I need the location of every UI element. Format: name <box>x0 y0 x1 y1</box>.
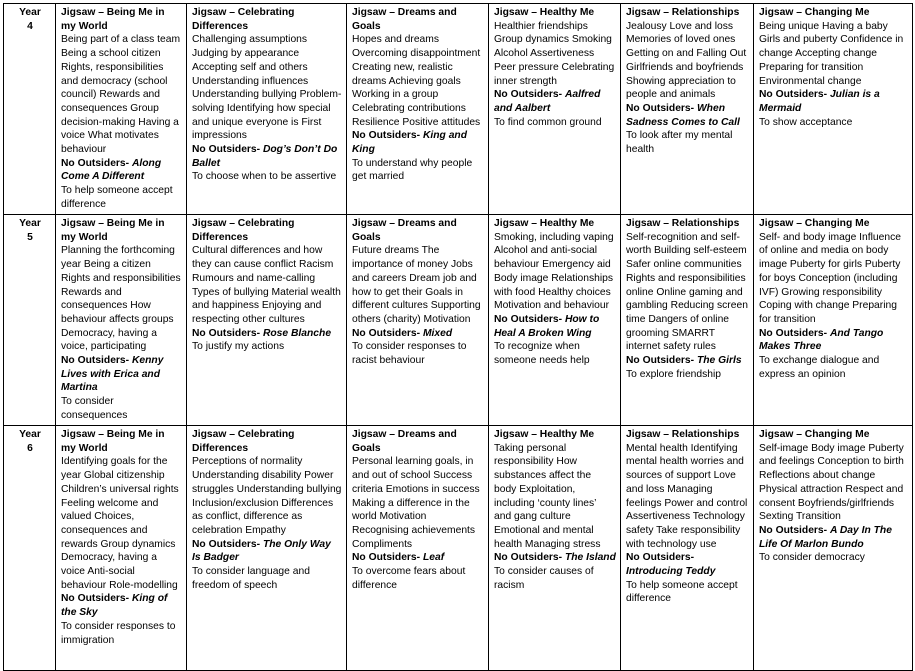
unit-cell <box>754 426 913 671</box>
unit-cell <box>754 215 913 426</box>
book-title: Along Come A Different <box>61 157 162 183</box>
unit-title: Jigsaw – Dreams and Goals <box>352 7 457 32</box>
book-title: The Island <box>564 552 616 564</box>
book-title: Rose Blanche <box>262 327 332 339</box>
book-title: Leaf <box>422 552 445 564</box>
no-outsiders-label: No Outsiders- <box>192 327 263 339</box>
unit-topics: Personal learning goals, in and out of school Success criteria Emotions in success Making a difference in the world Motivation Recognising achievements Compliments <box>352 456 480 550</box>
unit-title: Jigsaw – Changing Me <box>759 218 870 229</box>
no-outsiders-label: No Outsiders- <box>626 552 695 564</box>
no-outsiders-label: No Outsiders- <box>494 89 565 101</box>
lesson-aim: To exchange dialogue and express an opinion <box>759 355 880 380</box>
no-outsiders-line <box>494 551 616 565</box>
unit-title: Jigsaw – Healthy Me <box>494 429 595 440</box>
year-number: 5 <box>27 231 33 243</box>
no-outsiders-label: No Outsiders- <box>759 327 830 339</box>
lesson-aim: To help someone accept difference <box>626 579 738 605</box>
lesson-aim: To show acceptance <box>759 116 853 128</box>
unit-cell <box>621 426 754 671</box>
lesson-aim: To choose when to be assertive <box>192 171 337 183</box>
no-outsiders-line <box>626 102 749 129</box>
unit-topics: Identifying goals for the year Global citizenship Children’s universal rights Feeling welcome and valued Choices, consequences and rewards Group dynamics Democracy, having a voice Anti-social behaviour Role-modelling <box>61 456 179 591</box>
lesson-aim: To consider responses to racist behaviour <box>352 341 467 367</box>
no-outsiders-line <box>61 354 182 395</box>
no-outsiders-label: No Outsiders- <box>352 552 423 564</box>
unit-cell <box>489 215 621 426</box>
no-outsiders-line <box>759 327 908 354</box>
no-outsiders-label: No Outsiders- <box>494 552 565 564</box>
no-outsiders-line <box>192 327 342 341</box>
unit-topics: Being unique Having a baby Girls and puberty Confidence in change Accepting change Preparing for transition Environmental change <box>759 20 904 87</box>
unit-topics: Jealousy Love and loss Memories of loved ones Getting on and Falling Out Girlfriends and boyfriends Showing appreciation to people and animals <box>626 20 747 101</box>
year-number: 6 <box>27 442 33 454</box>
book-title: A Day In The Life Of Marlon Bundo <box>759 524 892 550</box>
unit-topics: Smoking, including vaping Alcohol and anti-social behaviour Emergency aid Body image Relationships with food Healthy choices Motivation and behaviour <box>494 231 614 312</box>
unit-title: Jigsaw – Changing Me <box>759 429 870 440</box>
unit-cell <box>187 4 347 215</box>
no-outsiders-line <box>626 551 749 578</box>
unit-topics: Challenging assumptions Judging by appearance Accepting self and others Understanding influences Understanding bullying Problem-solving Identifying how special and unique everyone is First impressions <box>192 34 342 142</box>
unit-cell <box>56 4 187 215</box>
no-outsiders-line <box>494 313 616 340</box>
unit-cell <box>489 426 621 671</box>
unit-title: Jigsaw – Dreams and Goals <box>352 429 457 454</box>
lesson-aim: To justify my actions <box>192 341 285 353</box>
no-outsiders-line <box>192 143 342 170</box>
unit-cell <box>347 215 489 426</box>
lesson-aim: To explore friendship <box>626 368 722 380</box>
unit-cell <box>347 426 489 671</box>
unit-cell <box>621 4 754 215</box>
no-outsiders-label: No Outsiders- <box>626 102 697 114</box>
book-title: The Girls <box>696 355 742 367</box>
no-outsiders-label: No Outsiders- <box>626 355 697 367</box>
unit-title: Jigsaw – Relationships <box>626 429 740 440</box>
lesson-aim: To consider consequences <box>61 396 128 421</box>
no-outsiders-label: No Outsiders- <box>61 593 132 605</box>
year-row <box>4 426 913 671</box>
no-outsiders-label: No Outsiders- <box>759 524 830 536</box>
lesson-aim: To consider language and freedom of speech <box>192 566 310 591</box>
unit-title: Jigsaw – Celebrating Differences <box>192 7 295 32</box>
book-title: King of the Sky <box>61 593 168 619</box>
no-outsiders-label: No Outsiders- <box>192 144 263 156</box>
lesson-aim: To overcome fears about difference <box>352 566 466 591</box>
no-outsiders-line <box>61 592 182 619</box>
curriculum-table <box>3 3 913 671</box>
year-label: Year <box>19 218 41 229</box>
no-outsiders-line <box>352 551 484 565</box>
year-cell <box>4 215 56 426</box>
no-outsiders-label: No Outsiders- <box>192 538 263 550</box>
unit-cell <box>621 215 754 426</box>
book-title: Introducing Teddy <box>626 566 716 578</box>
book-title: King and King <box>352 130 467 156</box>
lesson-aim: To understand why people get married <box>352 157 473 183</box>
lesson-aim: To look after my mental health <box>626 130 733 156</box>
book-title: Dog’s Don’t Do Ballet <box>192 144 338 169</box>
year-cell <box>4 426 56 671</box>
book-title: Julian is a Mermaid <box>759 89 880 114</box>
no-outsiders-line <box>626 354 749 368</box>
unit-topics: Future dreams The importance of money Jobs and careers Dream job and how to get their Goals in different cultures Supporting others (charity) Motivation <box>352 245 481 325</box>
unit-title: Jigsaw – Celebrating Differences <box>192 218 295 243</box>
book-title: Aalfred and Aalbert <box>494 89 601 114</box>
no-outsiders-label: No Outsiders- <box>494 313 565 325</box>
no-outsiders-line <box>352 129 484 156</box>
year-cell <box>4 4 56 215</box>
unit-topics: Mental health Identifying mental health worries and sources of support Love and loss Managing feelings Power and control Assertiveness Technology safety Take responsibility with technology use <box>626 442 748 550</box>
unit-cell <box>347 4 489 215</box>
lesson-aim: To consider responses to immigration <box>61 620 176 646</box>
year-label: Year <box>19 429 41 440</box>
unit-cell <box>187 215 347 426</box>
book-title: When Sadness Comes to Call <box>626 102 740 128</box>
unit-topics: Being part of a class team Being a school citizen Rights, responsibilities and democracy (school council) Rewards and consequences Group decision-making Having a voice What motivates behaviour <box>61 34 181 156</box>
unit-title: Jigsaw – Being Me in my World <box>61 218 165 243</box>
unit-cell <box>187 426 347 671</box>
unit-topics: Self-recognition and self-worth Building self-esteem Safer online communities Rights and responsibilities online Online gaming and gambling Reducing screen time Dangers of online grooming SMARRT internet safety rules <box>626 231 748 353</box>
unit-cell <box>56 215 187 426</box>
book-title: The Only Way Is Badger <box>192 538 331 564</box>
lesson-aim: To consider causes of racism <box>494 566 594 591</box>
unit-topics: Perceptions of normality Understanding disability Power struggles Understanding bullying Inclusion/exclusion Differences as conflict, difference as celebration Empathy <box>192 456 342 536</box>
unit-topics: Planning the forthcoming year Being a citizen Rights and responsibilities Rewards and consequences How behaviour affects groups Democracy, having a voice, participating <box>61 245 181 353</box>
no-outsiders-label: No Outsiders- <box>352 130 423 142</box>
unit-title: Jigsaw – Being Me in my World <box>61 429 165 454</box>
unit-title: Jigsaw – Changing Me <box>759 7 870 18</box>
no-outsiders-line <box>192 538 342 565</box>
unit-title: Jigsaw – Celebrating Differences <box>192 429 295 454</box>
book-title: Mixed <box>422 327 453 339</box>
lesson-aim: To recognize when someone needs help <box>494 341 590 367</box>
no-outsiders-label: No Outsiders- <box>352 327 423 339</box>
unit-title: Jigsaw – Healthy Me <box>494 218 595 229</box>
unit-topics: Self- and body image Influence of online and media on body image Puberty for girls Puberty for boys Conception (including IVF) Growing responsibility Coping with change Preparing for transition <box>759 231 901 325</box>
no-outsiders-label: No Outsiders- <box>61 355 132 367</box>
year-number: 4 <box>27 20 33 32</box>
book-title: Kenny Lives with Erica and Martina <box>61 355 164 394</box>
no-outsiders-line <box>494 88 616 115</box>
book-title: How to Heal A Broken Wing <box>494 313 600 339</box>
unit-topics: Cultural differences and how they can cause conflict Racism Rumours and name-calling Types of bullying Material wealth and happiness Enjoying and respecting other cultures <box>192 245 341 325</box>
unit-title: Jigsaw – Dreams and Goals <box>352 218 457 243</box>
unit-title: Jigsaw – Relationships <box>626 218 740 229</box>
lesson-aim: To help someone accept difference <box>61 185 173 210</box>
year-row <box>4 215 913 426</box>
unit-topics: Hopes and dreams Overcoming disappointment Creating new, realistic dreams Achieving goals Working in a group Celebrating contributions Resilience Positive attitudes <box>352 34 481 128</box>
year-row <box>4 4 913 215</box>
unit-cell <box>56 426 187 671</box>
lesson-aim: To consider democracy <box>759 552 865 564</box>
no-outsiders-line <box>759 88 908 115</box>
no-outsiders-label: No Outsiders- <box>61 157 132 169</box>
no-outsiders-line <box>759 524 908 551</box>
unit-cell <box>489 4 621 215</box>
unit-cell <box>754 4 913 215</box>
year-label: Year <box>19 7 41 18</box>
no-outsiders-label: No Outsiders- <box>759 89 830 101</box>
unit-title: Jigsaw – Relationships <box>626 7 740 18</box>
no-outsiders-line <box>352 327 484 341</box>
book-title: And Tango Makes Three <box>759 327 884 353</box>
unit-topics: Healthier friendships Group dynamics Smoking Alcohol Assertiveness Peer pressure Celebrating inner strength <box>494 20 615 87</box>
no-outsiders-line <box>61 157 182 184</box>
lesson-aim: To find common ground <box>494 116 602 128</box>
unit-topics: Self-image Body image Puberty and feelings Conception to birth Reflections about change Physical attraction Respect and consent Boyfriends/girlfriends Sexting Transition <box>759 442 904 523</box>
unit-title: Jigsaw – Being Me in my World <box>61 7 165 32</box>
unit-topics: Taking personal responsibility How substances affect the body Exploitation, including ‘county lines’ and gang culture Emotional and mental health Managing stress <box>494 442 601 550</box>
unit-title: Jigsaw – Healthy Me <box>494 7 595 18</box>
